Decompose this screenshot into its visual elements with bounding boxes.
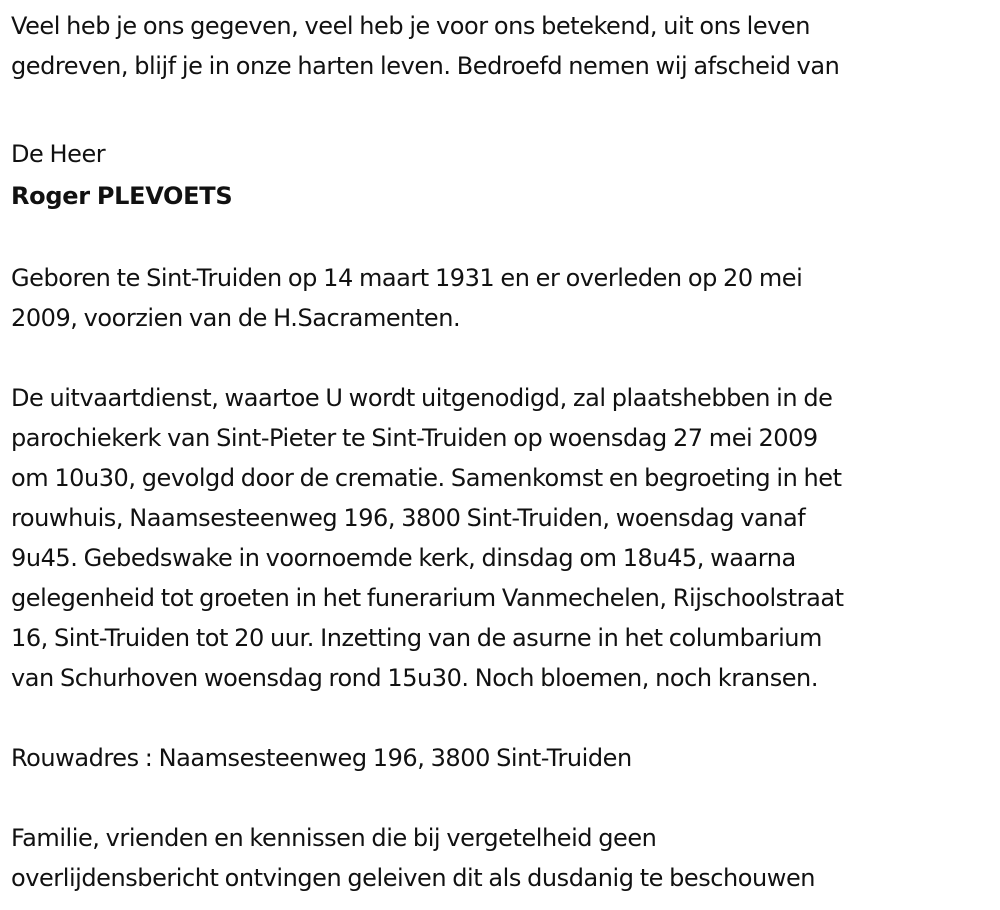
funeral-line: De uitvaartdienst, waartoe U wordt uitgenodigd, zal plaatshebben in de	[11, 384, 833, 412]
spacer	[11, 220, 995, 258]
closing-line-2: overlijdensbericht ontvingen geleiven dit als dusdanig te beschouwen	[11, 864, 816, 892]
spacer	[11, 86, 995, 124]
deceased-name: Roger PLEVOETS	[11, 182, 233, 210]
death-notice	[11, 6, 995, 898]
deceased-block	[11, 124, 995, 220]
intro-line-1: Veel heb je ons gegeven, veel heb je voor ons betekend, uit ons leven	[11, 12, 810, 40]
spacer	[11, 778, 995, 818]
funeral-line: 9u45. Gebedswake in voornoemde kerk, dinsdag om 18u45, waarna	[11, 544, 796, 572]
closing-paragraph	[11, 818, 995, 898]
spacer	[11, 698, 995, 738]
deceased-title: De Heer	[11, 140, 106, 168]
closing-line-1: Familie, vrienden en kennissen die bij vergetelheid geen	[11, 824, 657, 852]
funeral-line: parochiekerk van Sint-Pieter te Sint-Truiden op woensdag 27 mei 2009	[11, 424, 818, 452]
funeral-line: 16, Sint-Truiden tot 20 uur. Inzetting van de asurne in het columbarium	[11, 624, 822, 652]
birth-line-1: Geboren te Sint-Truiden op 14 maart 1931 en er overleden op 20 mei	[11, 264, 803, 292]
address-paragraph	[11, 738, 995, 778]
spacer	[11, 338, 995, 378]
birth-paragraph	[11, 258, 995, 338]
intro-paragraph	[11, 6, 995, 86]
funeral-line: rouwhuis, Naamsesteenweg 196, 3800 Sint-Truiden, woensdag vanaf	[11, 504, 806, 532]
funeral-line: om 10u30, gevolgd door de crematie. Samenkomst en begroeting in het	[11, 464, 842, 492]
birth-line-2: 2009, voorzien van de H.Sacramenten.	[11, 304, 461, 332]
intro-line-2: gedreven, blijf je in onze harten leven. Bedroefd nemen wij afscheid van	[11, 52, 840, 80]
mourning-address: Rouwadres : Naamsesteenweg 196, 3800 Sint-Truiden	[11, 744, 632, 772]
funeral-paragraph	[11, 378, 995, 698]
funeral-line: van Schurhoven woensdag rond 15u30. Noch bloemen, noch kransen.	[11, 664, 819, 692]
funeral-line: gelegenheid tot groeten in het funerarium Vanmechelen, Rijschoolstraat	[11, 584, 844, 612]
